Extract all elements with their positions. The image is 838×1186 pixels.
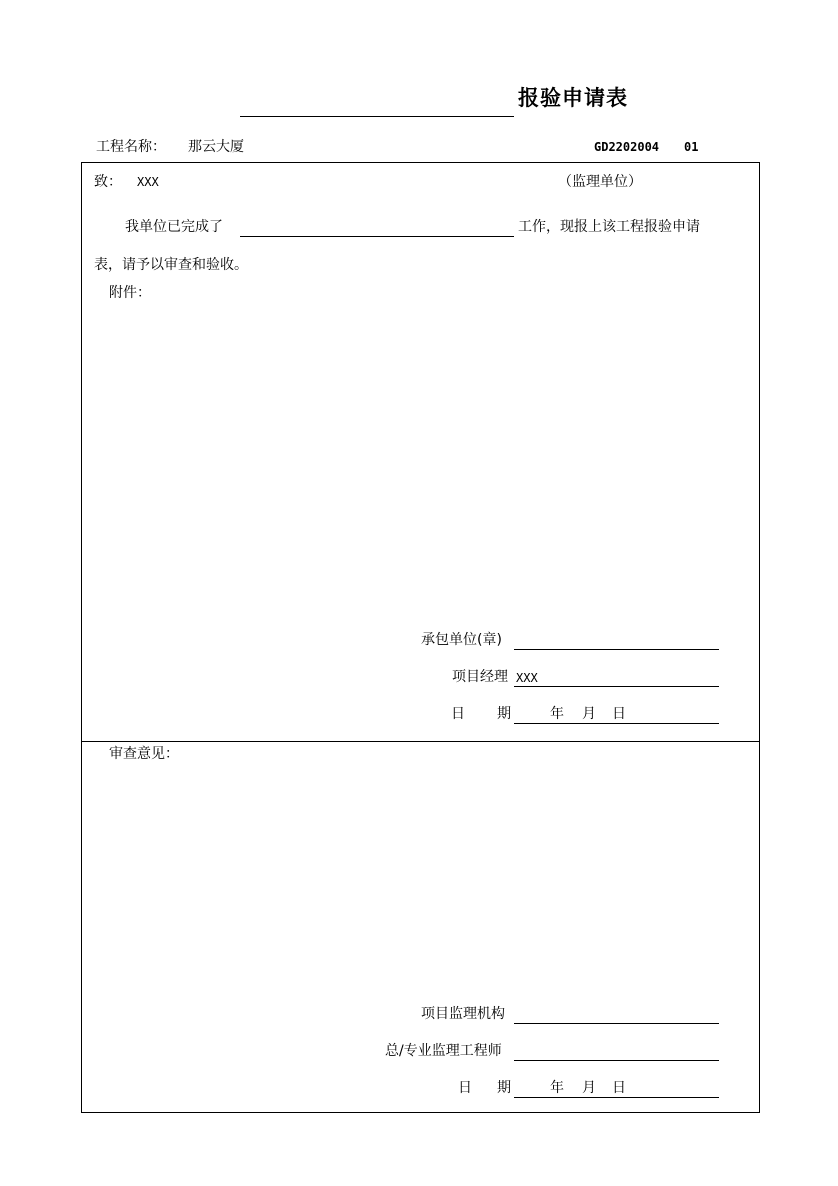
review-date-line (514, 1097, 719, 1098)
chief-engineer-label: 总/专业监理工程师 (385, 1043, 502, 1059)
project-name-value: 那云大厦 (188, 139, 244, 155)
review-opinion-label: 审查意见： (109, 746, 179, 762)
supervisor-unit-label: （监理单位） (558, 174, 642, 190)
work-item-blank (240, 236, 514, 237)
completion-text-line2: 表，请予以审查和验收。 (94, 257, 248, 273)
project-manager-line (514, 686, 719, 687)
date-line (514, 723, 719, 724)
chief-engineer-line (514, 1060, 719, 1061)
date-month: 月 (582, 706, 596, 722)
attachment-label: 附件： (109, 285, 151, 301)
project-manager-value: XXX (516, 671, 538, 685)
page-title: 报验申请表 (518, 86, 628, 110)
completion-text-end: 工作，现报上该工程报验申请 (518, 219, 700, 235)
review-date-label-qi: 期 (497, 1080, 511, 1096)
contractor-signature-line (514, 649, 719, 650)
date-label-qi: 期 (497, 706, 511, 722)
supervision-org-label: 项目监理机构 (421, 1006, 505, 1022)
form-number: 01 (684, 140, 699, 154)
supervision-org-line (514, 1023, 719, 1024)
completion-text-start: 我单位已完成了 (125, 219, 223, 235)
title-underline (240, 116, 514, 117)
review-date-label-ri: 日 (458, 1080, 472, 1096)
to-value: XXX (137, 175, 159, 189)
to-label: 致： (94, 174, 122, 190)
date-day: 日 (612, 706, 626, 722)
project-name-label: 工程名称： (96, 139, 166, 155)
project-manager-label: 项目经理 (452, 669, 508, 685)
contractor-label: 承包单位(章) (421, 632, 502, 648)
application-section (81, 162, 760, 742)
form-code: GD2202004 (594, 140, 660, 154)
review-date-month: 月 (582, 1080, 596, 1096)
review-date-day: 日 (612, 1080, 626, 1096)
review-date-year: 年 (550, 1080, 564, 1096)
date-year: 年 (550, 706, 564, 722)
date-label-ri: 日 (451, 706, 465, 722)
